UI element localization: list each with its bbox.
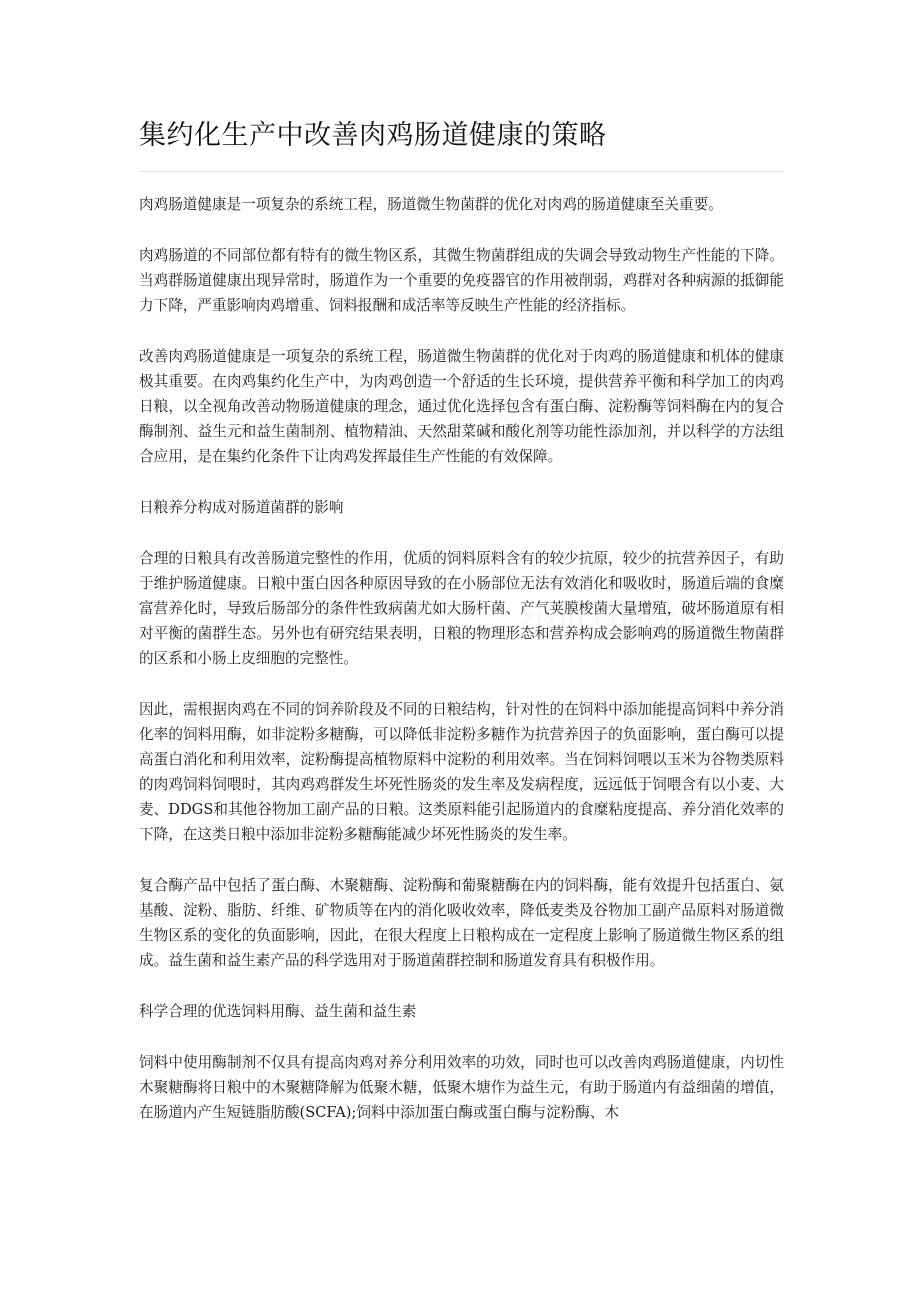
paragraph-intro: 肉鸡肠道健康是一项复杂的系统工程，肠道微生物菌群的优化对肉鸡的肠道健康至关重要。 <box>139 196 723 213</box>
paragraph-enzyme-usage: 饲料中使用酶制剂不仅具有提高肉鸡对养分利用效率的功效，同时也可以改善肉鸡肠道健康，内切性木聚糖酶将日粮中的木聚糖降解为低聚木糖，低聚木塘作为益生元，有助于肠道内有益细菌的增值，在肠道内产生短链脂肪酸(SCFA);饲料中添加蛋白酶或蛋白酶与淀粉酶、木 <box>139 1054 784 1121</box>
document-page <box>139 0 784 1151</box>
paragraph-enzymes: 因此，需根据肉鸡在不同的饲养阶段及不同的日粮结构，针对性的在饲料中添加能提高饲料中养分消化率的饲料用酶，如非淀粉多糖酶，可以降低非淀粉多糖作为抗营养因子的负面影响，蛋白酶可以提高蛋白消化和利用效率，淀粉酶提高植物原料中淀粉的利用效率。当在饲料饲喂以玉米为谷物类原料的肉鸡饲料饲喂时，其肉鸡鸡群发生坏死性肠炎的发生率及发病程度，远远低于饲喂含有以小麦、大麦、DDGS和其他谷物加工副产品的日粮。这类原料能引起肠道内的食糜粘度提高、养分消化效率的下降，在这类日粮中添加非淀粉多糖酶能减少坏死性肠炎的发生率。 <box>139 701 784 843</box>
paragraph-microflora: 肉鸡肠道的不同部位都有特有的微生物区系，其微生物菌群组成的失调会导致动物生产性能的下降。当鸡群肠道健康出现异常时，肠道作为一个重要的免疫器官的作用被削弱，鸡群对各种病源的抵御能力下降，严重影响肉鸡增重、饲料报酬和成活率等反映生产性能的经济指标。 <box>139 247 784 314</box>
paragraph-system-engineering: 改善肉鸡肠道健康是一项复杂的系统工程，肠道微生物菌群的优化对于肉鸡的肠道健康和机体的健康极其重要。在肉鸡集约化生产中，为肉鸡创造一个舒适的生长环境，提供营养平衡和科学加工的肉鸡日粮，以全视角改善动物肠道健康的理念，通过优化选择包含有蛋白酶、淀粉酶等饲料酶在内的复合酶制剂、益生元和益生菌制剂、植物精油、天然甜菜碱和酸化剂等功能性添加剂，并以科学的方法组合应用，是在集约化条件下让肉鸡发挥最佳生产性能的有效保障。 <box>139 348 784 465</box>
section-heading-diet: 日粮养分构成对肠道菌群的影响 <box>139 499 344 516</box>
paragraph-diet-integrity: 合理的日粮具有改善肠道完整性的作用，优质的饲料原料含有的较少抗原，较少的抗营养因子，有助于维护肠道健康。日粮中蛋白因各种原因导致的在小肠部位无法有效消化和吸收时，肠道后端的食糜富营养化时，导致后肠部分的条件性致病菌尤如大肠杆菌、产气荚膜梭菌大量增殖，破坏肠道原有相对平衡的菌群生态。另外也有研究结果表明，日粮的物理形态和营养构成会影响鸡的肠道微生物菌群的区系和小肠上皮细胞的完整性。 <box>139 550 784 667</box>
document-title: 集约化生产中改善肉鸡肠道健康的策略 <box>139 120 607 151</box>
title-divider <box>139 171 784 172</box>
section-heading-selection: 科学合理的优选饲料用酶、益生菌和益生素 <box>139 1003 417 1020</box>
paragraph-compound-enzymes: 复合酶产品中包括了蛋白酶、木聚糖酶、淀粉酶和葡聚糖酶在内的饲料酶，能有效提升包括蛋白、氨基酸、淀粉、脂肪、纤维、矿物质等在内的消化吸收效率，降低麦类及谷物加工副产品原料对肠道微生物区系的变化的负面影响，因此，在很大程度上日粮构成在一定程度上影响了肠道微生物区系的组成。益生菌和益生素产品的科学选用对于肠道菌群控制和肠道发育具有积极作用。 <box>139 877 784 969</box>
